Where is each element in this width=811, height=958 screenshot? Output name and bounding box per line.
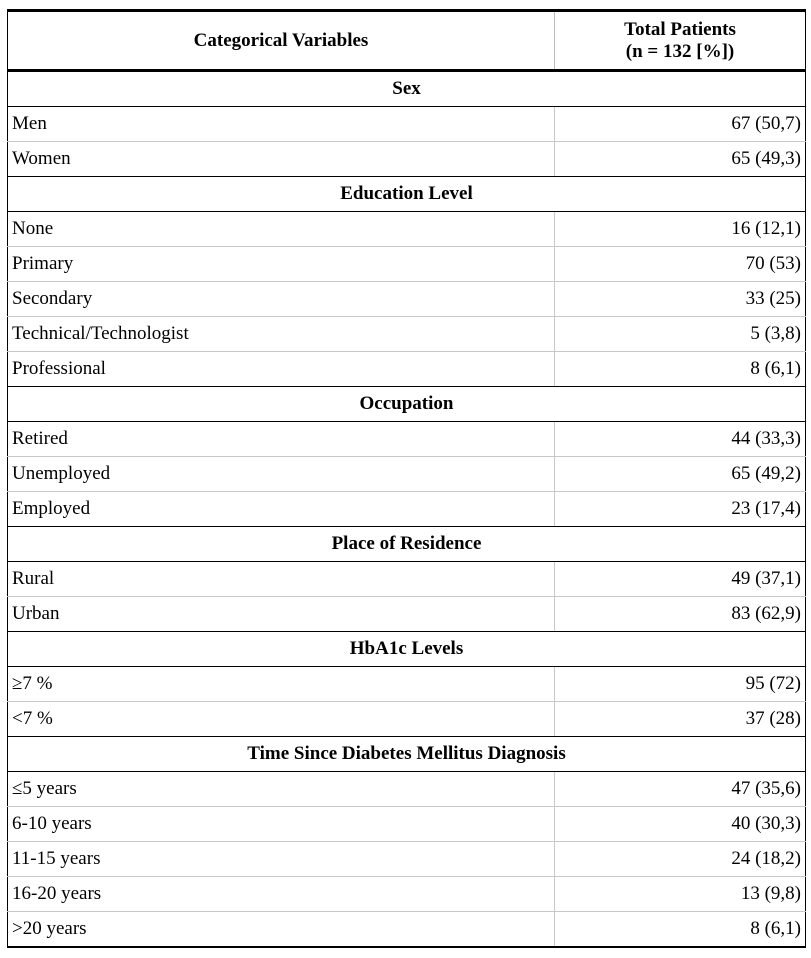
row-label: >20 years — [8, 912, 555, 948]
section-header-row — [8, 387, 806, 422]
table-row — [8, 562, 806, 597]
table-row — [8, 772, 806, 807]
row-label: ≥7 % — [8, 667, 555, 702]
table-row — [8, 212, 806, 247]
row-value: 24 (18,2) — [555, 842, 806, 877]
categorical-variables-table — [7, 9, 806, 948]
section-title: Education Level — [8, 177, 806, 212]
table-row — [8, 912, 806, 948]
row-label: Unemployed — [8, 457, 555, 492]
row-value: 83 (62,9) — [555, 597, 806, 632]
row-label: Women — [8, 142, 555, 177]
section-title: Place of Residence — [8, 527, 806, 562]
section-title: Time Since Diabetes Mellitus Diagnosis — [8, 737, 806, 772]
row-label: Technical/Technologist — [8, 317, 555, 352]
row-label: Rural — [8, 562, 555, 597]
section-header-row — [8, 527, 806, 562]
row-value: 65 (49,3) — [555, 142, 806, 177]
section-header-row — [8, 632, 806, 667]
table-row — [8, 492, 806, 527]
row-value: 40 (30,3) — [555, 807, 806, 842]
row-value: 67 (50,7) — [555, 107, 806, 142]
row-label: Men — [8, 107, 555, 142]
row-value: 47 (35,6) — [555, 772, 806, 807]
data-table-container — [7, 9, 805, 948]
row-value: 8 (6,1) — [555, 352, 806, 387]
table-row — [8, 107, 806, 142]
row-label: Retired — [8, 422, 555, 457]
row-label: ≤5 years — [8, 772, 555, 807]
row-value: 49 (37,1) — [555, 562, 806, 597]
header-total-patients-title: Total Patients — [624, 18, 736, 40]
table-row — [8, 247, 806, 282]
row-label: 6-10 years — [8, 807, 555, 842]
row-value: 44 (33,3) — [555, 422, 806, 457]
row-value: 23 (17,4) — [555, 492, 806, 527]
section-title: HbA1c Levels — [8, 632, 806, 667]
section-header-row — [8, 71, 806, 107]
row-value: 95 (72) — [555, 667, 806, 702]
header-total-patients — [555, 11, 806, 71]
row-value: 33 (25) — [555, 282, 806, 317]
row-value: 37 (28) — [555, 702, 806, 737]
row-label: Urban — [8, 597, 555, 632]
row-label: Secondary — [8, 282, 555, 317]
table-row — [8, 877, 806, 912]
row-value: 5 (3,8) — [555, 317, 806, 352]
section-title: Sex — [8, 71, 806, 107]
row-label: 16-20 years — [8, 877, 555, 912]
row-value: 8 (6,1) — [555, 912, 806, 948]
row-label: 11-15 years — [8, 842, 555, 877]
header-total-patients-count: (n = 132 [%]) — [625, 40, 735, 62]
header-categorical-variables: Categorical Variables — [8, 11, 555, 71]
row-value: 13 (9,8) — [555, 877, 806, 912]
section-header-row — [8, 177, 806, 212]
table-header — [8, 11, 806, 71]
table-row — [8, 597, 806, 632]
table-row — [8, 807, 806, 842]
row-value: 70 (53) — [555, 247, 806, 282]
table-row — [8, 352, 806, 387]
row-label: Primary — [8, 247, 555, 282]
table-body — [8, 71, 806, 948]
table-row — [8, 282, 806, 317]
row-label: Professional — [8, 352, 555, 387]
table-row — [8, 457, 806, 492]
row-label: None — [8, 212, 555, 247]
header-row — [8, 11, 806, 71]
table-row — [8, 667, 806, 702]
row-value: 65 (49,2) — [555, 457, 806, 492]
table-row — [8, 842, 806, 877]
section-title: Occupation — [8, 387, 806, 422]
table-row — [8, 422, 806, 457]
row-value: 16 (12,1) — [555, 212, 806, 247]
table-row — [8, 317, 806, 352]
table-row — [8, 702, 806, 737]
section-header-row — [8, 737, 806, 772]
table-row — [8, 142, 806, 177]
row-label: Employed — [8, 492, 555, 527]
row-label: <7 % — [8, 702, 555, 737]
